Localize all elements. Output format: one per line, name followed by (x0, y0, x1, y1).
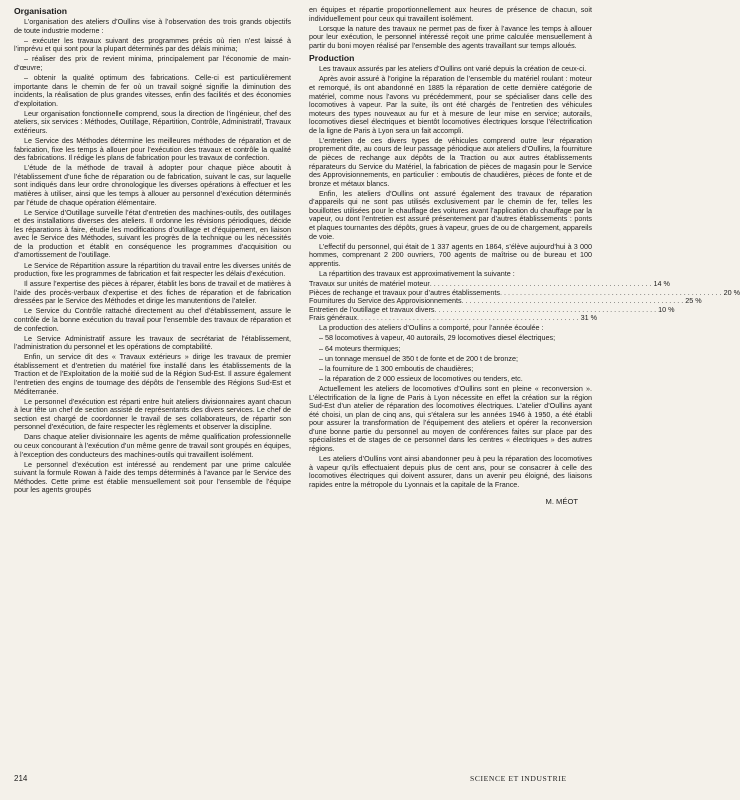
breakdown-row (309, 313, 598, 323)
body-paragraph: Le personnel d’exécution est intéressé au rendement par une prime calculée suivant la formule Rowan à l’aide des temps déterminés à l’avance par le Service des Méthodes. Cette prime est établie mensuellement soit pour l’ensemble de l’équipe pour les agents groupés (14, 459, 291, 495)
author-signature: M. MÉOT (545, 497, 578, 507)
left-column (14, 6, 291, 496)
body-paragraph: Lorsque la nature des travaux ne permet pas de fixer à l’avance les temps à allouer pour leur exécution, le personnel intéressé reçoit une prime calculée mensuellement à partir du boni moyen réalisé par l’ensemble des agents travaillant sur temps alloués. (309, 23, 592, 50)
breakdown-label: Frais généraux (309, 313, 357, 323)
breakdown-value: 10 % (658, 304, 675, 314)
page-number: 214 (14, 774, 28, 783)
body-paragraph: Le Service de Répartition assure la répartition du travail entre les diverses unités de production, fixe les programmes de fabrication et fait respecter les délais d’exécution. (14, 260, 291, 279)
objective-item: – réaliser des prix de revient minima, principalement par l’économie de main-d’œuvre; (14, 54, 291, 72)
body-paragraph: Le personnel d’exécution est réparti entre huit ateliers divisionnaires ayant chacun à leur tête un chef de section assisté de représentants des divers services. Le chef de section est chargé de coordonner le travail de ses collaborateurs, de répartir son personnel d’exécution, de faire respecter les règlements et observer la discipline. (14, 396, 291, 432)
body-paragraph: Le Service d’Outillage surveille l’état d’entretien des machines-outils, des outillages et des installations diverses des ateliers. Il ordonne les révisions périodiques, décide les réparations à faire, étudie les modifications d’outillage et d’équipement, en liaison avec le Service des Méthodes, suivant les progrès de la technique ou les nécessités de la production et établit en conséquence les programmes d’acquisition ou d’amortissement de l’outillage. (14, 207, 291, 260)
body-paragraph: Le Service des Méthodes détermine les meilleures méthodes de réparation et de fabrication, fixe les temps à allouer pour l’exécution des travaux et contrôle la qualité des fabrications. Il rédige les plans de fabrication pour les travaux de confection. (14, 136, 291, 163)
body-paragraph: Après avoir assuré à l’origine la réparation de l’ensemble du matériel roulant : moteur et remorqué, ils ont abandonné en 1885 la réparation de cette dernière catégorie de matériel, comme nous l’avons vu précédemment, pour se spécialiser dans celle des locomotives à vapeur. Par la suite, ils ont été chargés de l’entretien des véhicules moteurs des types nouveaux au fur et à mesure de leur mise en service; autorails, locomotives diesel électriques et bientôt locomotives électriques lorsque l’électrification de la ligne de Paris à Lyon sera un fait accompli. (309, 74, 592, 135)
breakdown-label: Fournitures du Service des Approvisionnements (309, 296, 462, 306)
continued-paragraph: en équipes et répartie proportionnellement aux heures de présence de chacun, soit individuellement pour ceux qui travaillent isolément. (309, 5, 592, 23)
body-paragraph: Les travaux assurés par les ateliers d’Oullins ont varié depuis la création de ceux-ci. (319, 64, 587, 74)
objective-item: – exécuter les travaux suivant des programmes précis où rien n’est laissé à l’imprévu et qui sont pour la plupart déterminés par des délais minima; (14, 35, 291, 54)
body-paragraph: L’entretien de ces divers types de véhicules comprend outre leur réparation proprement dite, au cours de leur passage périodique aux ateliers d’Oullins, la fourniture de pièces de rechange aux dépôts de la Traction ou aux autres établissements réparateurs du Service du Matériel, la fabrication de pièces de magasin pour le Service des Approvisionnements, en particulier : emboutis de chaudières, pièces de fonte et de bronze et métaux blancs. (309, 135, 592, 188)
intro-paragraph: L’organisation des ateliers d’Oullins vise à l’observation des trois grands objectifs de toute industrie moderne : (14, 17, 291, 35)
production-item: – un tonnage mensuel de 350 t de fonte et de 200 t de bronze; (319, 353, 519, 363)
body-paragraph: Dans chaque atelier divisionnaire les agents de même qualification professionnelle ou ceux concourant à l’exécution d’un même genre de travail sont groupés en équipes, à l’exception des conducteurs des machines-outils qui travaillent isolément. (14, 432, 291, 459)
body-paragraph: Les ateliers d’Oullins vont ainsi abandonner peu à peu la réparation des locomotives à vapeur qu’ils effectuaient depuis plus de cent ans, pour se consacrer à celle des locomotives électriques qui doivent assurer, dans un avenir peu éloigné, des liaisons rapides entre la métropole du Lyonnais et la capitale de la France. (309, 454, 592, 489)
body-paragraph: L’étude de la méthode de travail à adopter pour chaque pièce aboutit à l’établissement d’une fiche de réparation ou de fabrication, suivant le cas, sur laquelle sont indiqués dans leur ordre chronologique les diverses opérations à effectuer et les matières à utiliser, ainsi que les temps à allouer au personnel d’exécution déterminés par l’étude de chaque opération élémentaire. (14, 163, 291, 207)
breakdown-value: 31 % (580, 313, 598, 323)
production-item: – 58 locomotives à vapeur, 40 autorails, 29 locomotives diesel électriques; (319, 333, 556, 343)
body-paragraph: Leur organisation fonctionnelle comprend, sous la direction de l’ingénieur, chef des ateliers, six services : Méthodes, Outillage, Répartition, Contrôle, Administratif, Travaux extérieurs. (14, 108, 291, 135)
body-paragraph: Le Service Administratif assure les travaux de secrétariat de l’établissement, l’administration du personnel et les opérations de comptabilité. (14, 333, 291, 352)
production-item: – la réparation de 2 000 essieux de locomotives ou tenders, etc. (319, 374, 523, 384)
production-item: – 64 moteurs thermiques; (319, 343, 401, 353)
body-paragraph: Enfin, un service dit des « Travaux extérieurs » dirige les travaux de premier établissement et d’entretien du matériel fixe installé dans les établissements de la Traction et de l’Exploitation de la moitié sud de la Région Sud-Est. Il assure également l’entretien des engins de tournage des dépôts de l’ensemble des Régions Sud-Est et Méditerranée. (14, 352, 291, 396)
breakdown-value: 14 % (653, 279, 670, 289)
body-paragraph: L’effectif du personnel, qui était de 1 337 agents en 1864, s’élève aujourd’hui à 3 000 hommes, comprenant 2 200 ouvriers, 700 agents de maîtrise ou de bureau et 100 apprentis. (309, 241, 592, 268)
section-heading-organisation: Organisation (14, 6, 68, 16)
right-column (309, 5, 740, 507)
body-paragraph: La production des ateliers d’Oullins a comporté, pour l’année écoulée : (319, 323, 544, 333)
journal-title: SCIENCE ET INDUSTRIE (470, 774, 567, 783)
objective-item: – obtenir la qualité optimum des fabrications. Celle-ci est particulièrement importante dans le chemin de fer où un travail soigné signifie la diminution des incidents, la réalisation de plus grandes vitesses, enfin des facilités et des économies d’exploitation. (14, 73, 291, 108)
breakdown-label: Entretien de l’outillage et travaux divers (309, 304, 435, 314)
production-item: – la fourniture de 1 300 emboutis de chaudières; (319, 363, 474, 373)
body-paragraph: Le Service du Contrôle rattaché directement au chef d’établissement, assure le contrôle de la bonne exécution du travail pour l’ensemble des travaux de réparation et de confection. (14, 306, 291, 333)
body-paragraph: Enfin, les ateliers d’Oullins ont assuré également des travaux de réparation d’appareils qui ne sont pas utilisés exclusivement par le chemin de fer, telles les bouillottes utilisées pour le chauffage des voitures avant l’application du chauffage par la vapeur, ou dont l’entretien est assuré présentement par d’autres établissements : ponts et plaques tournantes des dépôts, grues à vapeur, grues de ou de chargement, appareils de voie. (309, 188, 592, 241)
body-paragraph: Il assure l’expertise des pièces à réparer, établit les bons de travail et de matières à l’aide des procès-verbaux d’expertise et des fiches de réparation et de fabrication dressées par le Service des Méthodes et dirige les manutentions de l’atelier. (14, 279, 291, 306)
breakdown-value: 25 % (685, 296, 702, 306)
breakdown-label: Travaux sur unités de matériel moteur (309, 279, 430, 289)
body-paragraph: Actuellement les ateliers de locomotives d’Oullins sont en pleine « reconversion ». L’électrification de la ligne de Paris à Lyon nécessite en effet la création sur la région Sud-Est d’un atelier de réparation des locomotives électriques. L’atelier d’Oullins ayant été choisi, un plan de cinq ans, qui s’étalera sur les années 1946 à 1950, a été établi pour assurer la transformation de l’équipement des ateliers et opérer la reconversion d’une bonne partie du personnel au moyen de conférences faites sur place par des spécialistes et de stages de ce personnel dans les centres « électriques » des autres régions. (309, 384, 592, 454)
breakdown-label: Pièces de rechange et travaux pour d’autres établissements (309, 287, 500, 297)
breakdown-value: 20 % (723, 287, 740, 297)
work-breakdown-list (309, 279, 740, 323)
section-heading-production: Production (309, 53, 355, 64)
body-paragraph: La répartition des travaux est approximativement la suivante : (319, 268, 515, 278)
